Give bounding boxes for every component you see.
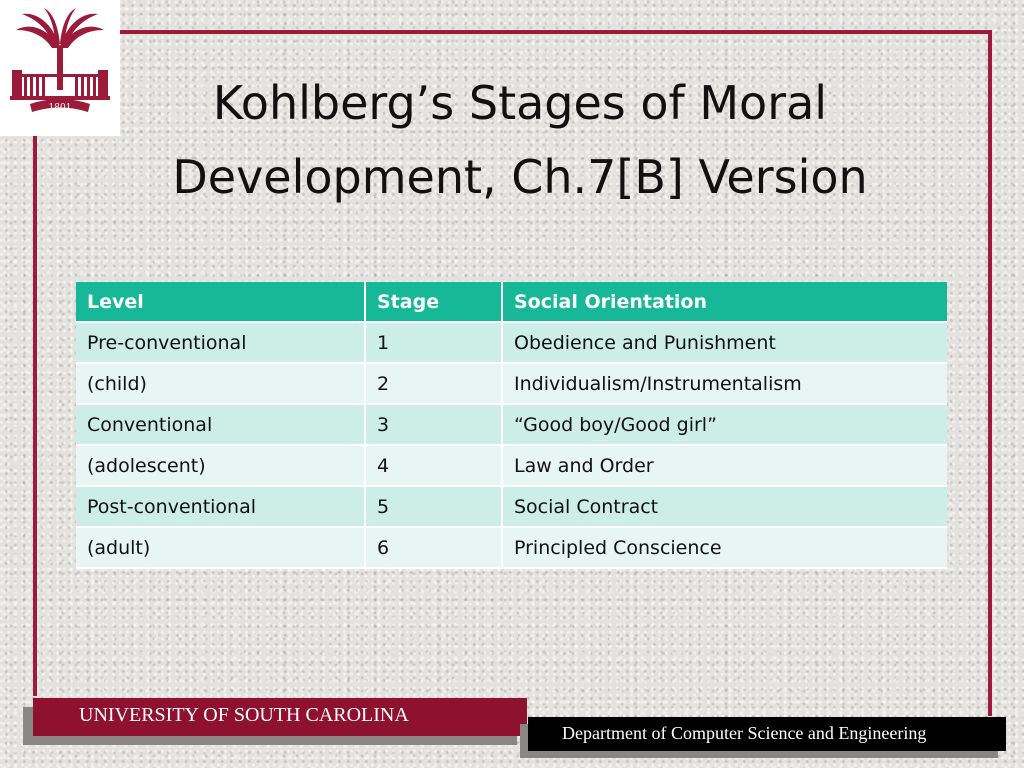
table-row xyxy=(76,364,947,405)
table-row xyxy=(76,405,947,446)
cell-level: Post-conventional xyxy=(76,487,366,528)
kohlberg-stages-table xyxy=(76,282,947,569)
slide-title-line-1: Kohlberg’s Stages of Moral xyxy=(212,76,828,130)
cell-orientation: Obedience and Punishment xyxy=(503,323,947,364)
footer-department-name: Department of Computer Science and Engineering xyxy=(562,723,927,743)
header-stage: Stage xyxy=(366,282,503,323)
cell-level: Pre-conventional xyxy=(76,323,366,364)
logo-year: 1801 xyxy=(48,103,72,113)
cell-level: (adolescent) xyxy=(76,446,366,487)
table-row xyxy=(76,528,947,569)
cell-level: (child) xyxy=(76,364,366,405)
cell-orientation: Individualism/Instrumentalism xyxy=(503,364,947,405)
cell-level: (adult) xyxy=(76,528,366,569)
cell-orientation: Social Contract xyxy=(503,487,947,528)
table-row xyxy=(76,487,947,528)
slide-title-line-2: Development, Ch.7[B] Version xyxy=(172,150,868,204)
cell-level: Conventional xyxy=(76,405,366,446)
footer-university-name: UNIVERSITY OF SOUTH CAROLINA xyxy=(79,704,409,726)
cell-stage: 5 xyxy=(366,487,503,528)
footer-department-banner xyxy=(528,717,1006,751)
cell-stage: 3 xyxy=(366,405,503,446)
cell-stage: 1 xyxy=(366,323,503,364)
cell-orientation: “Good boy/Good girl” xyxy=(503,405,947,446)
frame-top-border xyxy=(118,30,992,34)
header-level: Level xyxy=(76,282,366,323)
table-row xyxy=(76,323,947,364)
slide-title xyxy=(100,66,940,214)
table-header-row xyxy=(76,282,947,323)
header-social-orientation: Social Orientation xyxy=(503,282,947,323)
footer-university-banner xyxy=(33,698,527,736)
cell-orientation: Principled Conscience xyxy=(503,528,947,569)
cell-stage: 2 xyxy=(366,364,503,405)
cell-stage: 4 xyxy=(366,446,503,487)
cell-orientation: Law and Order xyxy=(503,446,947,487)
cell-stage: 6 xyxy=(366,528,503,569)
palmetto-logo-icon xyxy=(8,8,112,128)
frame-left-border xyxy=(33,136,37,696)
table-row xyxy=(76,446,947,487)
frame-right-border xyxy=(988,30,992,716)
